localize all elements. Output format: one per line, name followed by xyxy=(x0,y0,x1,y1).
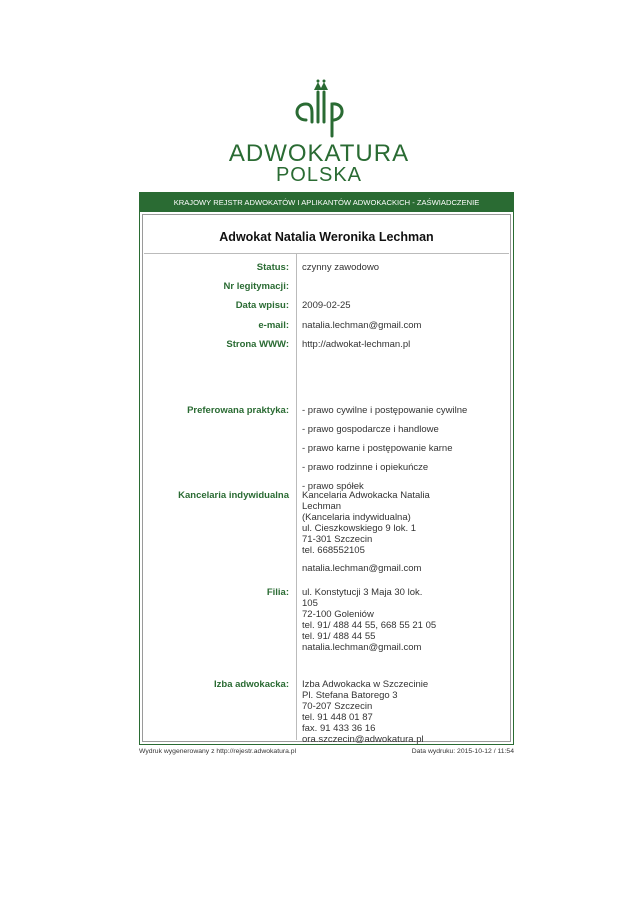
status-value: czynny zawodowo xyxy=(302,262,380,273)
legit-label: Nr legitymacji: xyxy=(223,281,289,292)
filia-line: ul. Konstytucji 3 Maja 30 lok. xyxy=(302,587,423,598)
kancelaria-label: Kancelaria indywidualna xyxy=(178,490,289,501)
logo xyxy=(0,78,638,138)
izba-line: Pl. Stefana Batorego 3 xyxy=(302,690,398,701)
filia-line[interactable]: natalia.lechman@gmail.com xyxy=(302,642,422,653)
data-wpisu-label: Data wpisu: xyxy=(235,300,289,311)
praktyka-item: - prawo spółek xyxy=(302,481,364,492)
footer-source: Wydruk wygenerowany z http://rejestr.adwokatura.pl xyxy=(139,748,297,755)
kancelaria-line: tel. 668552105 xyxy=(302,545,365,556)
brand-line-2: POLSKA xyxy=(275,164,363,186)
email-value[interactable]: natalia.lechman@gmail.com xyxy=(302,320,422,331)
praktyka-item: - prawo karne i postępowanie karne xyxy=(302,443,453,454)
column-divider xyxy=(296,253,297,740)
lawyer-name: Adwokat Natalia Weronika Lechman xyxy=(219,230,434,244)
kancelaria-line: Kancelaria Adwokacka Natalia xyxy=(302,490,430,501)
praktyka-item: - prawo gospodarcze i handlowe xyxy=(302,424,439,435)
kancelaria-line: Lechman xyxy=(302,501,342,512)
praktyka-label: Preferowana praktyka: xyxy=(187,405,289,416)
www-value[interactable]: http://adwokat-lechman.pl xyxy=(302,339,411,350)
inner-border xyxy=(142,214,511,742)
filia-line: tel. 91/ 488 44 55, 668 55 21 05 xyxy=(302,620,437,631)
divider xyxy=(144,253,509,254)
www-label: Strona WWW: xyxy=(226,339,289,350)
filia-line: tel. 91/ 488 44 55 xyxy=(302,631,376,642)
izba-line: fax. 91 433 36 16 xyxy=(302,723,376,734)
kancelaria-line: (Kancelaria indywidualna) xyxy=(302,512,411,523)
filia-label: Filia: xyxy=(266,587,289,598)
izba-line: 70-207 Szczecin xyxy=(302,701,373,712)
izba-line: tel. 91 448 01 87 xyxy=(302,712,373,723)
izba-line: Izba Adwokacka w Szczecinie xyxy=(302,679,429,690)
filia-line: 72-100 Goleniów xyxy=(302,609,374,620)
status-label: Status: xyxy=(256,262,289,273)
data-wpisu-value: 2009-02-25 xyxy=(302,300,351,311)
kancelaria-line: ul. Cieszkowskiego 9 lok. 1 xyxy=(302,523,417,534)
email-label: e-mail: xyxy=(258,320,289,331)
brand-line-1: ADWOKATURA xyxy=(228,140,410,167)
filia-line: 105 xyxy=(302,598,318,609)
register-banner: KRAJOWY REJSTR ADWOKATÓW I APLIKANTÓW ADWOKACKICH - ZAŚWIADCZENIE xyxy=(140,193,513,212)
izba-line[interactable]: ora.szczecin@adwokatura.pl xyxy=(302,734,424,745)
footer-print-date: Data wydruku: 2015-10-12 / 11:54 xyxy=(411,748,514,755)
adwokatura-logo-icon xyxy=(288,78,350,138)
kancelaria-line: 71-301 Szczecin xyxy=(302,534,373,545)
praktyka-item: - prawo rodzinne i opiekuńcze xyxy=(302,462,429,473)
kancelaria-email[interactable]: natalia.lechman@gmail.com xyxy=(302,563,422,574)
praktyka-item: - prawo cywilne i postępowanie cywilne xyxy=(302,405,468,416)
izba-label: Izba adwokacka: xyxy=(214,679,289,690)
